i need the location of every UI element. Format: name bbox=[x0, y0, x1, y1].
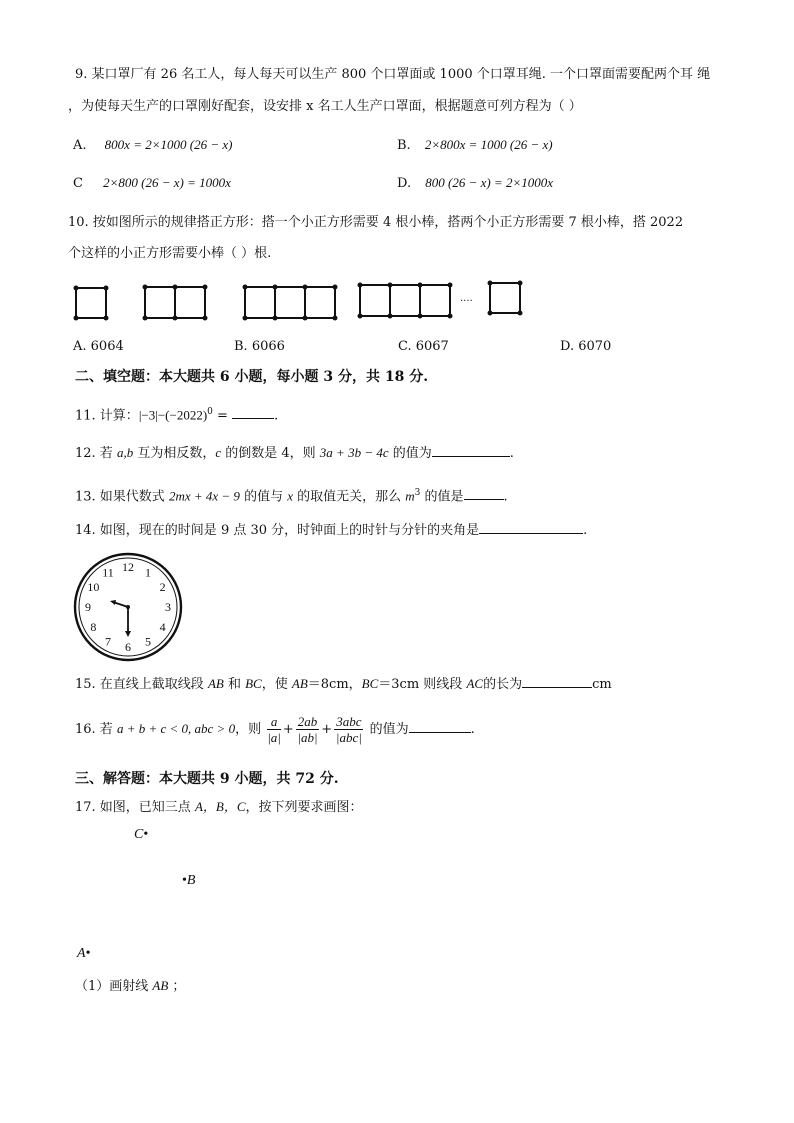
square-group-4 bbox=[360, 285, 450, 316]
q9-option-b-expr: 2×800x = 1000 (26 − x) bbox=[424, 137, 553, 152]
q9-line2: ，为使每天生产的口罩刚好配套，设安排 x 名工人生产口罩面，根据题意可列方程为（ ） bbox=[68, 99, 582, 114]
q11-answer-blank[interactable] bbox=[232, 406, 274, 419]
q13-answer-blank[interactable] bbox=[464, 487, 504, 500]
q9-option-c[interactable]: C 2×800 (26 − x) = 1000x bbox=[73, 175, 231, 191]
clock-numeral-11: 11 bbox=[102, 565, 114, 580]
q16-fraction-3: $\frac{\text{3abc}}{\text{|abc|}}$ bbox=[335, 714, 362, 745]
clock-numeral-5: 5 bbox=[145, 634, 151, 649]
q14-answer-blank[interactable] bbox=[479, 521, 583, 534]
point-b-label: •B bbox=[182, 873, 196, 888]
q11: 11. 计算：$|-3|-(-2022)^0$ = . bbox=[75, 407, 279, 424]
clock-numeral-7: 7 bbox=[105, 634, 111, 649]
clock-numeral-10: 10 bbox=[87, 580, 100, 594]
clock-numeral-3: 3 bbox=[165, 600, 171, 614]
clock-numeral-9: 9 bbox=[85, 600, 91, 614]
q17-part1: （1）画射线 AB ； bbox=[75, 978, 186, 994]
square-group-last bbox=[490, 283, 520, 313]
clock-numeral-4: 4 bbox=[159, 620, 166, 634]
matchstick-squares-figure bbox=[0, 0, 794, 330]
point-a-label: A• bbox=[77, 946, 91, 961]
q12: 12. 若 a,b 互为相反数，c 的倒数是 4，则 3a + 3b − 4c 的值为 . bbox=[75, 445, 514, 461]
section-fill-in-title: 二、填空题：本大题共 6 小题，每小题 3 分，共 18 分. bbox=[75, 369, 429, 385]
pattern-ellipsis: .... bbox=[460, 293, 473, 304]
q16-fraction-2: $\frac{2ab}{|ab|}$ bbox=[297, 714, 318, 745]
q10-option-c[interactable]: C. 6067 bbox=[398, 339, 449, 354]
q9-option-a-expr: 800x = 2×1000 (26 − x) bbox=[104, 137, 233, 152]
square-group-3 bbox=[245, 287, 335, 318]
square-group-1 bbox=[76, 288, 106, 318]
q15-answer-blank[interactable] bbox=[522, 675, 592, 688]
q10-option-a[interactable]: A. 6064 bbox=[73, 339, 124, 354]
clock-numeral-2: 2 bbox=[159, 580, 166, 594]
section-answer-title: 三、解答题：本大题共 9 小题，共 72 分. bbox=[75, 771, 339, 787]
q17: 17. 如图，已知三点 A，B，C，按下列要求画图： bbox=[75, 799, 363, 815]
clock-numeral-12: 12 bbox=[122, 560, 134, 574]
q11-expr: |−3|−(−2022) bbox=[138, 407, 208, 423]
q10-option-b[interactable]: B. 6066 bbox=[234, 339, 285, 354]
q12-answer-blank[interactable] bbox=[432, 444, 510, 457]
q16-fraction-1: $\frac{a}{|a|}$ bbox=[267, 714, 281, 745]
q9-line1: 9. 某口罩厂有 26 名工人，每人每天可以生产 800 个口罩面或 1000 个口罩耳绳. 一个口罩面需要配两个耳 绳 bbox=[75, 67, 711, 82]
q9-option-a[interactable]: A. 800x = 2×1000 (26 − x) bbox=[73, 137, 233, 153]
q13: 13. 如果代数式 2mx + 4x − 9 的值与 x 的取值无关，那么 $m^3$ 的值是 . bbox=[75, 488, 508, 505]
clock-numeral-8: 8 bbox=[90, 620, 97, 634]
q14: 14. 如图，现在的时间是 9 点 30 分，时钟面上的时针与分针的夹角是 . bbox=[75, 523, 588, 538]
q16: 16. 若 a + b + c < 0, abc > 0，则 $\frac{a}{|a|}$ + $\frac{2ab}{|ab|}$ + $\frac{\text{3abc}}{\text{|abc|}}$ 的值为 . bbox=[75, 714, 475, 745]
q9-option-b[interactable]: B. 2×800x = 1000 (26 − x) bbox=[397, 137, 553, 153]
q10-line1: 10. 按如图所示的规律搭正方形：搭一个小正方形需要 4 根小棒，搭两个小正方形需要 7 根小棒，搭 2022 bbox=[68, 215, 684, 230]
q9-option-d[interactable]: D. 800 (26 − x) = 2×1000x bbox=[397, 175, 553, 191]
point-c-label: C• bbox=[134, 827, 149, 842]
q9-option-c-expr: 2×800 (26 − x) = 1000x bbox=[103, 175, 231, 190]
clock-numeral-6: 6 bbox=[125, 640, 131, 654]
q9-option-d-expr: 800 (26 − x) = 2×1000x bbox=[425, 175, 553, 190]
q15: 15. 在直线上截取线段 AB 和 BC，使 AB＝8cm，BC＝3cm 则线段 AC的长为 cm bbox=[75, 676, 612, 692]
clock-figure bbox=[72, 552, 184, 664]
q16-answer-blank[interactable] bbox=[409, 720, 471, 733]
q10-line2: 个这样的小正方形需要小棒（ ）根. bbox=[68, 246, 272, 261]
clock-numeral-1: 1 bbox=[145, 565, 151, 580]
q10-option-d[interactable]: D. 6070 bbox=[560, 339, 612, 354]
